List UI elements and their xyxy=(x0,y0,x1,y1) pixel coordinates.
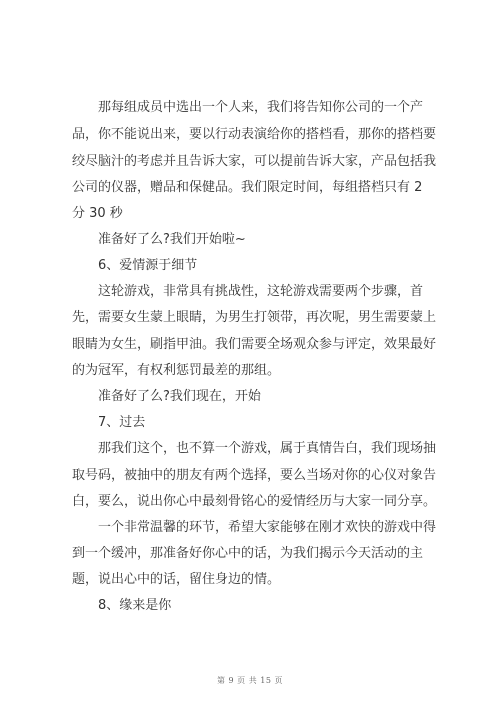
section-heading: 7、过去 xyxy=(72,415,146,430)
text-line: 先，需要女生蒙上眼睛，为男生打领带，再次呢，男生需要蒙上 xyxy=(72,310,437,325)
text-line: 一个非常温馨的环节，希望大家能够在刚才欢快的游戏中得 xyxy=(72,520,437,535)
section-heading: 6、爱情源于细节 xyxy=(72,258,198,273)
text-line: 那每组成员中选出一个人来，我们将告知你公司的一个产 xyxy=(72,100,424,115)
text-line: 品，你不能说出来，要以行动表演给你的搭档看，那你的搭档要 xyxy=(72,127,437,142)
text-line: 公司的仪器，赠品和保健品。我们限定时间，每组搭档只有 2 xyxy=(72,180,423,195)
text-line: 眼睛为女生，刷指甲油。我们需要全场观众参与评定，效果最好 xyxy=(72,337,437,352)
text-line: 这轮游戏，非常具有挑战性，这轮游戏需要两个步骤，首 xyxy=(72,284,424,299)
text-line: 题，说出心中的话，留住身边的情。 xyxy=(72,572,281,587)
text-line: 绞尽脑汁的考虑并且告诉大家，可以提前告诉大家，产品包括我 xyxy=(72,154,437,169)
text-line: 白，要么，说出你心中最刻骨铭心的爱情经历与大家一同分享。 xyxy=(72,494,437,509)
text-line: 到一个缓冲，那准备好你心中的话，为我们揭示今天活动的主 xyxy=(72,546,424,561)
section-heading: 8、缘来是你 xyxy=(72,598,172,613)
text-line: 准备好了么?我们开始啦~ xyxy=(72,232,246,247)
text-line: 的为冠军，有权利惩罚最差的那组。 xyxy=(72,363,281,378)
text-line: 准备好了么?我们现在，开始 xyxy=(72,389,261,404)
text-line: 那我们这个，也不算一个游戏，属于真情告白，我们现场抽 xyxy=(72,441,437,456)
text-line: 取号码，被抽中的朋友有两个选择，要么当场对你的心仪对象告 xyxy=(72,468,437,483)
text-line: 分 30 秒 xyxy=(72,206,123,221)
page-footer: 第 9 页 共 15 页 xyxy=(217,676,283,685)
